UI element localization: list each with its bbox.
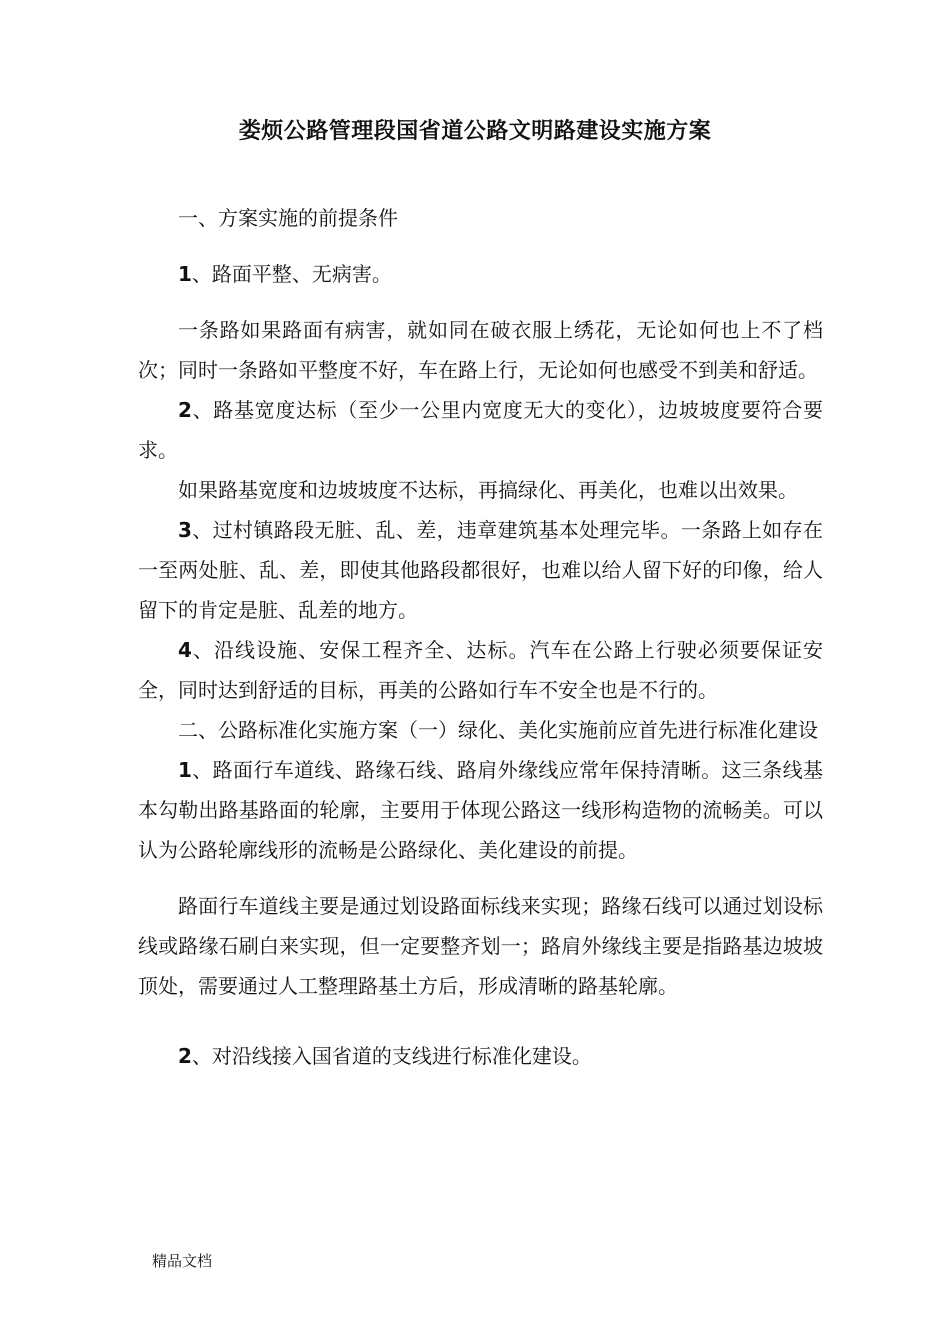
paragraph: 如果路基宽度和边坡坡度不达标，再搞绿化、再美化，也难以出效果。	[178, 478, 798, 502]
document-body	[138, 198, 823, 1076]
section-heading-1: 一、方案实施的前提条件	[178, 206, 398, 230]
footer-label: 精品文档	[152, 1252, 213, 1270]
paragraph: 一条路如果路面有病害，就如同在破衣服上绣花，无论如何也上不了档次；同时一条路如平整度不好，车在路上行，无论如何也感受不到美和舒适。	[138, 318, 823, 382]
item-1-heading: 1、路面平整、无病害。	[178, 262, 392, 286]
item-2-heading: 2、路基宽度达标（至少一公里内宽度无大的变化），边坡坡度要符合要求。	[138, 398, 823, 462]
paragraph: 路面行车道线主要是通过划设路面标线来实现；路缘石线可以通过划设标线或路缘石刷白来实现，但一定要整齐划一；路肩外缘线主要是指路基边坡坡顶处，需要通过人工整理路基土方后，形成清晰的路基轮廓。	[138, 894, 823, 998]
item-2-heading: 2、对沿线接入国省道的支线进行标准化建设。	[178, 1044, 592, 1068]
item-3-paragraph: 3、过村镇路段无脏、乱、差，违章建筑基本处理完毕。一条路上如存在一至两处脏、乱、差，即使其他路段都很好，也难以给人留下好的印像，给人留下的肯定是脏、乱差的地方。	[138, 518, 823, 622]
document-title: 娄烦公路管理段国省道公路文明路建设实施方案	[238, 119, 712, 144]
item-1-paragraph: 1、路面行车道线、路缘石线、路肩外缘线应常年保持清晰。这三条线基本勾勒出路基路面的轮廓，主要用于体现公路这一线形构造物的流畅美。可以认为公路轮廓线形的流畅是公路绿化、美化建设的前提。	[138, 758, 823, 862]
section-heading-2: 二、公路标准化实施方案（一）绿化、美化实施前应首先进行标准化建设	[178, 718, 818, 742]
item-4-paragraph: 4、沿线设施、安保工程齐全、达标。汽车在公路上行驶必须要保证安全，同时达到舒适的目标，再美的公路如行车不安全也是不行的。	[138, 638, 823, 702]
